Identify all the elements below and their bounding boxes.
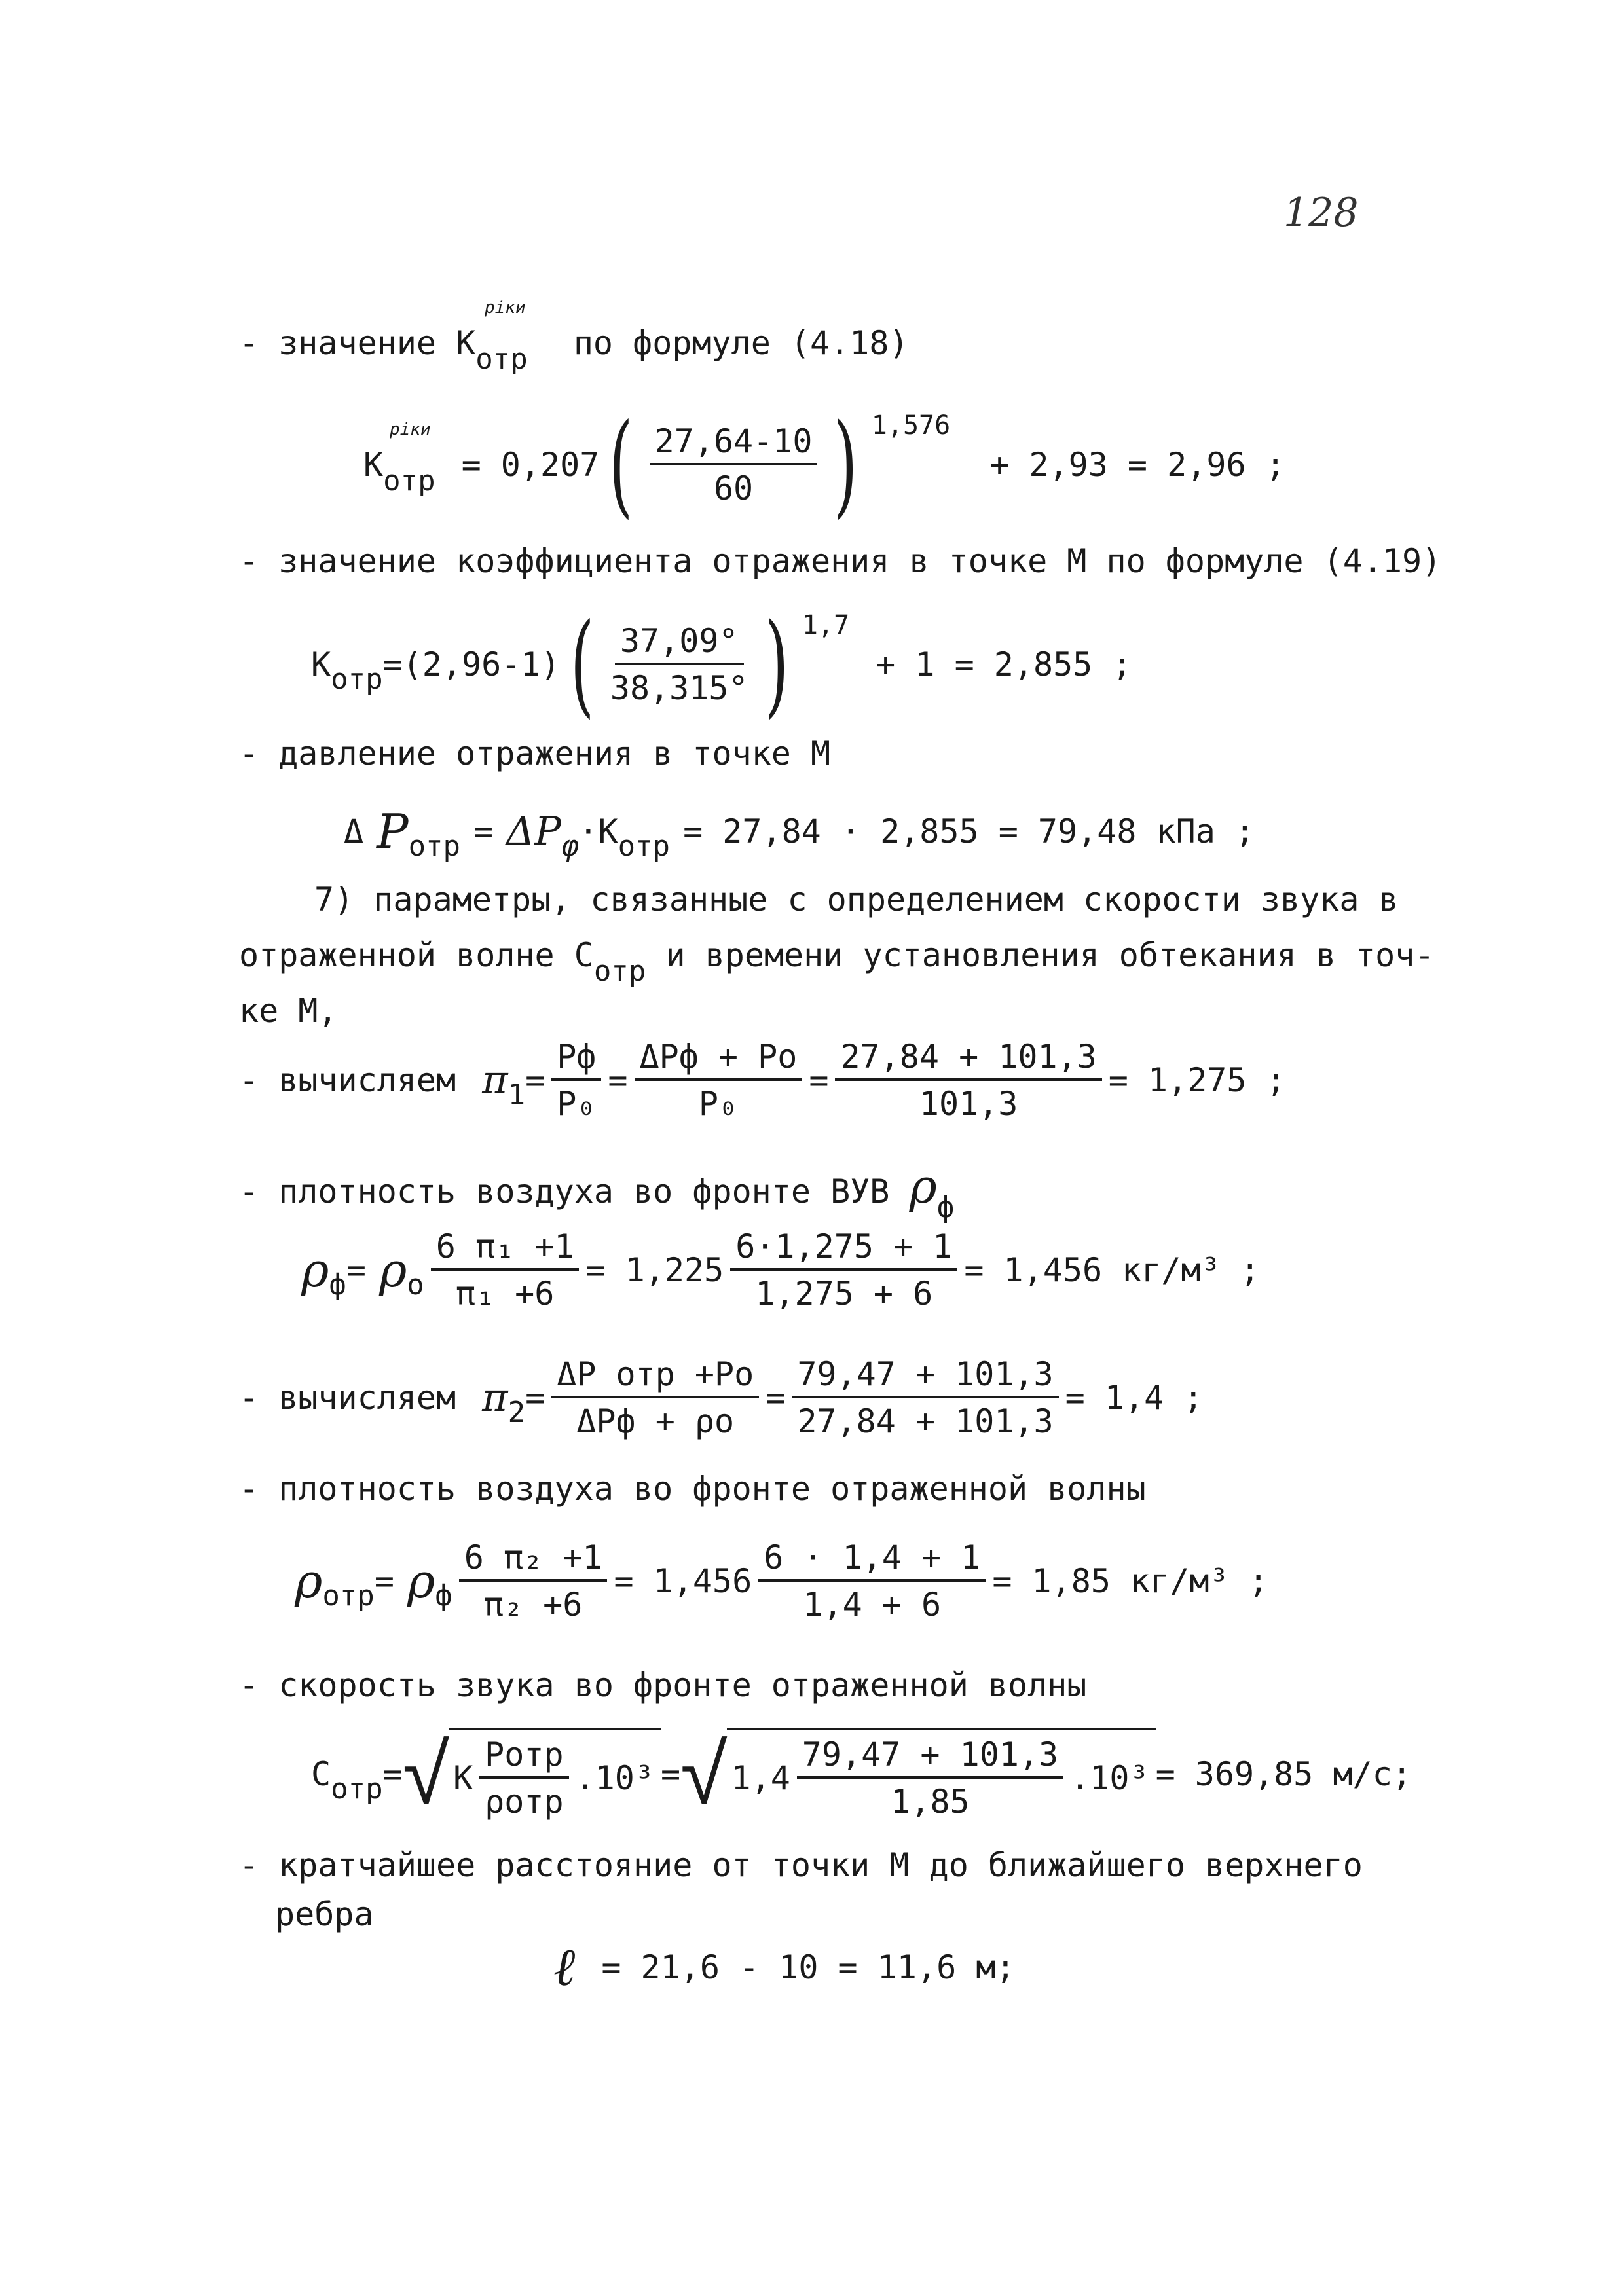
- f5-frac-2: [730, 1228, 957, 1313]
- formula-1: [363, 400, 1285, 530]
- item-1-tail: по формуле (4.18): [573, 324, 909, 362]
- f7-num-2: 6 · 1,4 + 1: [758, 1539, 986, 1582]
- text-line-7: - плотность воздуха во фронте отраженной волны: [239, 1470, 1146, 1508]
- f7-den-1: π₂ +6: [483, 1586, 583, 1624]
- f3-delta: Δ: [344, 812, 364, 850]
- formula-6: [239, 1342, 1203, 1453]
- f1-sup: ріки: [390, 420, 431, 439]
- f2-rest: + 1 = 2,855 ;: [876, 646, 1132, 683]
- f7-den-2: 1,4 + 6: [803, 1586, 942, 1624]
- item-5-rho: ρ: [909, 1159, 937, 1214]
- f4-den-1: P₀: [557, 1085, 597, 1123]
- f3-dp-sub: φ: [561, 829, 579, 863]
- f5-num-2: 6·1,275 + 1: [730, 1228, 957, 1271]
- f9-l: ℓ: [553, 1937, 576, 1997]
- formula-9: [553, 1931, 1015, 2003]
- f5-den-2: 1,275 + 6: [755, 1275, 933, 1313]
- f6-eq2: =: [766, 1379, 786, 1417]
- f6-num-2: 79,47 + 101,3: [792, 1355, 1058, 1398]
- page-number: 128: [1283, 190, 1359, 236]
- f3-dp: ΔP: [506, 809, 561, 854]
- f3-k-sub: отр: [618, 829, 671, 863]
- para-7-line-2-text: отраженной волне С: [239, 936, 594, 974]
- f2-den: 38,315°: [610, 669, 748, 707]
- para-7-line-2-tail: и времени установления обтекания в точ-: [646, 936, 1435, 974]
- formula-7: [295, 1529, 1268, 1633]
- f7-frac-2: [758, 1539, 986, 1624]
- f2-fraction: [610, 622, 748, 707]
- f1-den: 60: [713, 469, 754, 507]
- f4-frac-1: [551, 1038, 601, 1123]
- f5-result: = 1,456 кг/м³ ;: [964, 1251, 1260, 1289]
- f4-pi-sub: 1: [507, 1078, 526, 1112]
- f8-result: = 369,85 м/с;: [1155, 1755, 1412, 1793]
- f5-rho0-sub: о: [407, 1267, 424, 1302]
- f5-rho-sub: ф: [329, 1267, 346, 1302]
- f8-mul-2: .10³: [1070, 1759, 1149, 1797]
- item-1-sub: отр: [475, 342, 528, 376]
- f1-lhs: К: [363, 446, 384, 484]
- f8-eq2: =: [661, 1755, 681, 1793]
- text-line-1: [239, 298, 909, 376]
- f5-den-1: π₁ +6: [455, 1275, 555, 1313]
- f1-pow: 1,576: [871, 410, 951, 441]
- f6-pi-sub: 2: [507, 1395, 526, 1429]
- item-4-text: - вычисляем: [239, 1061, 456, 1099]
- f7-eq: =: [374, 1562, 394, 1600]
- f1-num: 27,64-10: [650, 422, 818, 465]
- f3-rest: = 27,84 · 2,855 = 79,48 кПа ;: [683, 812, 1255, 850]
- f6-frac-2: [792, 1355, 1058, 1440]
- f2-sub: отр: [331, 662, 383, 696]
- f3-k: ·К: [578, 812, 618, 850]
- f1-coef: = 0,207: [461, 446, 600, 484]
- f5-eq: =: [346, 1251, 366, 1289]
- f8-mul-1: .10³: [575, 1759, 655, 1797]
- para-7-line-1: 7) параметры, связанные с определением скорости звука в: [314, 881, 1399, 919]
- text-line-8: - скорость звука во фронте отраженной волны: [239, 1666, 1087, 1704]
- item-6-text: - вычисляем: [239, 1379, 456, 1417]
- f5-frac-1: [431, 1228, 580, 1313]
- f4-eq3: =: [809, 1061, 829, 1099]
- text-line-2: - значение коэффициента отражения в точке М по формуле (4.19): [239, 542, 1442, 580]
- f4-den-3: 101,3: [919, 1085, 1018, 1123]
- f8-sqrt-1: [402, 1724, 661, 1824]
- f4-eq2: =: [608, 1061, 628, 1099]
- f1-sub: отр: [383, 464, 435, 498]
- formula-2: [311, 600, 1132, 729]
- formula-5: [301, 1218, 1260, 1322]
- f6-pi: π: [482, 1375, 508, 1421]
- f8-radical-2: √: [680, 1724, 728, 1824]
- f5-num-1: 6 π₁ +1: [431, 1228, 580, 1271]
- text-line-5: [239, 1159, 955, 1224]
- f4-pi: π: [482, 1057, 508, 1103]
- f7-eq2: = 1,456: [614, 1562, 752, 1600]
- f9-rest: = 21,6 - 10 = 11,6 м;: [601, 1948, 1016, 1986]
- item-5-text: - плотность воздуха во фронте ВУВ: [239, 1173, 890, 1211]
- f6-result: = 1,4 ;: [1065, 1379, 1204, 1417]
- f3-eq: =: [473, 812, 494, 850]
- f4-eq1: =: [525, 1061, 545, 1099]
- f4-num-2: ΔРф + Ро: [635, 1038, 803, 1081]
- f7-rho2: ρ: [407, 1554, 435, 1609]
- item-1-text: - значение К: [239, 324, 476, 362]
- formula-4: [239, 1028, 1286, 1133]
- f8-radicand-1: [449, 1728, 661, 1821]
- f8-num-1: Ротр: [479, 1736, 568, 1779]
- text-line-9b: ребра: [275, 1895, 374, 1933]
- text-line-3: - давление отражения в точке М: [239, 735, 831, 773]
- f1-lparen: (: [609, 400, 633, 530]
- text-line-9: - кратчайшее расстояние от точки М до ближайшего верхнего: [239, 1846, 1363, 1884]
- f4-num-3: 27,84 + 101,3: [835, 1038, 1101, 1081]
- f7-result: = 1,85 кг/м³ ;: [992, 1562, 1268, 1600]
- f6-eq: =: [525, 1379, 545, 1417]
- f2-num: 37,09°: [615, 622, 744, 665]
- f8-radicand-2: [727, 1728, 1155, 1821]
- f2-lparen: (: [570, 600, 594, 729]
- para-7-line-2-sub: отр: [593, 955, 646, 988]
- f8-num-2: 79,47 + 101,3: [797, 1736, 1063, 1779]
- f7-rho: ρ: [295, 1554, 323, 1609]
- f8-eq: =: [382, 1755, 403, 1793]
- f4-den-2: P₀: [698, 1085, 739, 1123]
- f2-lhs: К: [311, 646, 331, 683]
- f8-frac-2: [797, 1736, 1063, 1821]
- f7-frac-1: [459, 1539, 608, 1624]
- f2-rparen: ): [764, 600, 788, 729]
- f6-den-2: 27,84 + 101,3: [797, 1402, 1054, 1440]
- f5-rho0: ρ: [378, 1243, 407, 1298]
- item-5-rho-sub: ф: [936, 1191, 955, 1224]
- f8-radical-1: √: [402, 1724, 450, 1824]
- f8-c: С: [311, 1755, 331, 1793]
- f1-rest: + 2,93 = 2,96 ;: [989, 446, 1285, 484]
- f1-rparen: ): [834, 400, 858, 530]
- f3-p: P: [377, 804, 409, 859]
- formula-8: [311, 1715, 1412, 1833]
- para-7-line-2: [239, 936, 1435, 988]
- f7-rho-sub: отр: [322, 1578, 375, 1613]
- f7-num-1: 6 π₂ +1: [459, 1539, 608, 1582]
- f4-result: = 1,275 ;: [1108, 1061, 1286, 1099]
- f8-k: К: [453, 1759, 473, 1797]
- f1-fraction: [650, 422, 818, 507]
- f7-rho2-sub: ф: [435, 1578, 452, 1613]
- f8-sqrt-2: [680, 1724, 1155, 1824]
- f5-eq2: = 1,225: [585, 1251, 724, 1289]
- formula-3: [344, 795, 1255, 867]
- f8-c-sub: отр: [331, 1772, 383, 1806]
- f6-frac-1: [551, 1355, 759, 1440]
- f3-sub: отр: [408, 829, 461, 863]
- para-7-line-3: ке М,: [239, 992, 338, 1030]
- f2-pow: 1,7: [802, 610, 850, 640]
- f8-den-1: ρотр: [485, 1783, 564, 1821]
- f5-rho: ρ: [301, 1243, 329, 1298]
- item-1-sup: ріки: [485, 298, 526, 318]
- f2-coef: =(2,96-1): [382, 646, 561, 683]
- f6-num-1: ΔP отр +Ро: [551, 1355, 759, 1398]
- f4-frac-3: [835, 1038, 1101, 1123]
- f8-k2: 1,4: [731, 1759, 790, 1797]
- f6-den-1: ΔPф + ρо: [576, 1402, 735, 1440]
- f8-frac-1: [479, 1736, 568, 1821]
- f8-den-2: 1,85: [891, 1783, 970, 1821]
- f4-num-1: Рф: [551, 1038, 601, 1081]
- f4-frac-2: [635, 1038, 803, 1123]
